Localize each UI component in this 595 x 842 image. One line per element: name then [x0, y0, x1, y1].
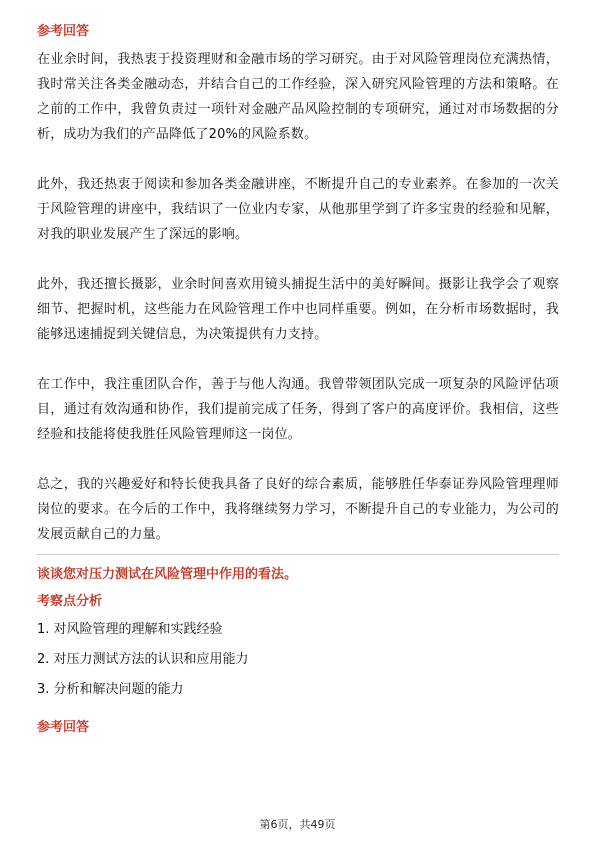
answer-heading-2: 参考回答 — [37, 720, 90, 735]
answer-paragraph-3: 此外，我还擅长摄影，业余时间喜欢用镜头捕捉生活中的美好瞬间。摄影让我学会了观察细节、把握时机，这些能力在风险管理工作中也同样重要。例如，在分析市场数据时，我能够迅速捕捉到关键信息，为决策提供有力支持。 — [37, 277, 559, 342]
paragraph-gap — [37, 347, 559, 372]
page-footer: 第6页，共49页 — [259, 818, 336, 831]
analysis-point-3: 3. 分析和解决问题的能力 — [37, 682, 184, 697]
paragraph-gap — [37, 447, 559, 472]
section-divider — [37, 554, 559, 555]
analysis-point-1: 1. 对风险管理的理解和实践经验 — [37, 622, 223, 637]
answer-paragraph-4: 在工作中，我注重团队合作，善于与他人沟通。我曾带领团队完成一项复杂的风险评估项目，通过有效沟通和协作，我们提前完成了任务，得到了客户的高度评价。我相信，这些经验和技能将使我胜任风险管理师这一岗位。 — [37, 377, 559, 442]
paragraph-gap — [37, 247, 559, 272]
analysis-point-2: 2. 对压力测试方法的认识和应用能力 — [37, 652, 249, 667]
question-text: 谈谈您对压力测试在风险管理中作用的看法。 — [37, 567, 298, 582]
analysis-heading: 考察点分析 — [37, 594, 103, 609]
answer-paragraph-1: 在业余时间，我热衷于投资理财和金融市场的学习研究。由于对风险管理岗位充满热情，我时常关注各类金融动态，并结合自己的工作经验，深入研究风险管理的方法和策略。在之前的工作中，我曾负责过一项针对金融产品风险控制的专项研究，通过对市场数据的分析，成功为我们的产品降低了20%的风险系数。 — [37, 52, 559, 142]
page-content — [37, 22, 559, 738]
paragraph-gap — [37, 147, 559, 172]
answer-paragraph-2: 此外，我还热衷于阅读和参加各类金融讲座，不断提升自己的专业素养。在参加的一次关于风险管理的讲座中，我结识了一位业内专家，从他那里学到了许多宝贵的经验和见解，对我的职业发展产生了深远的影响。 — [37, 177, 559, 242]
answer-heading: 参考回答 — [37, 24, 90, 39]
answer-paragraph-5: 总之，我的兴趣爱好和特长使我具备了良好的综合素质，能够胜任华泰证券风险管理理师岗位的要求。在今后的工作中，我将继续努力学习，不断提升自己的专业能力，为公司的发展贡献自己的力量。 — [37, 477, 559, 542]
